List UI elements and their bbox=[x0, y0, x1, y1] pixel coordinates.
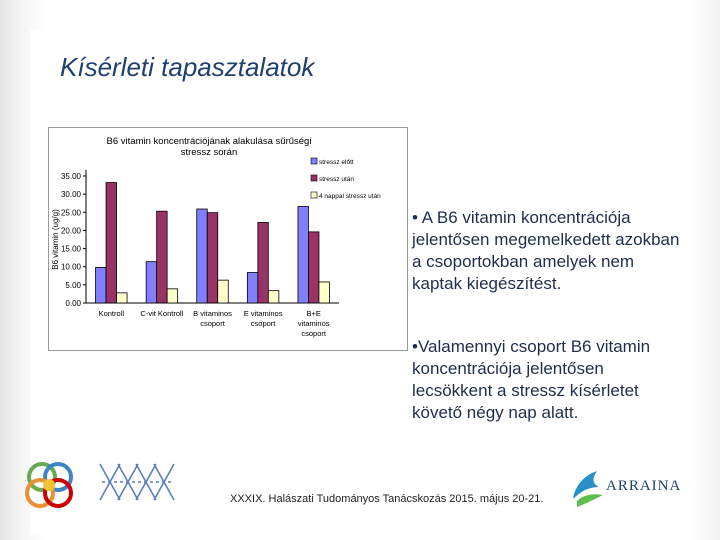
bullet-text-1: • A B6 vitamin koncentrációja jelentősen megemelkedett azokban a csoportokban amelyek nem kaptak kiegészítést. bbox=[412, 208, 680, 293]
bar bbox=[258, 222, 269, 303]
bar bbox=[117, 293, 128, 303]
x-category-label: vitaminos bbox=[297, 319, 330, 328]
y-axis-label: B6 vitamin (ug/g) bbox=[51, 209, 60, 270]
x-category-label: B vitaminos bbox=[193, 309, 232, 318]
x-category-label: csoport bbox=[200, 319, 225, 328]
bar bbox=[96, 267, 107, 303]
y-tick-label: 5.00 bbox=[65, 280, 81, 290]
footer-text: XXXIX. Halászati Tudományos Tanácskozás 2015. május 20-21. bbox=[230, 493, 544, 505]
bar bbox=[298, 206, 309, 303]
woven-logo-icon bbox=[98, 460, 178, 504]
x-category-label: Kontroll bbox=[98, 309, 125, 318]
legend-label: 4 nappal stressz után bbox=[319, 193, 381, 200]
legend-label: stressz után bbox=[319, 176, 355, 183]
legend-swatch bbox=[311, 192, 317, 198]
slide-title: Kísérleti tapasztalatok bbox=[60, 52, 315, 82]
bar bbox=[308, 232, 319, 303]
y-tick-label: 10.00 bbox=[60, 262, 81, 272]
y-tick-label: 25.00 bbox=[60, 208, 81, 218]
chart-title-line-1: B6 vitamin koncentrációjának alakulása sűrűségi bbox=[106, 136, 312, 147]
legend-swatch bbox=[311, 158, 317, 164]
bar-chart bbox=[49, 128, 407, 350]
y-tick-label: 35.00 bbox=[60, 172, 81, 181]
bar bbox=[247, 273, 258, 303]
bar bbox=[167, 289, 178, 303]
legend-label: stressz előtt bbox=[319, 159, 354, 166]
chart-title-line-2: stressz során bbox=[180, 147, 238, 158]
bullet-text-2: •Valamennyi csoport B6 vitamin koncentrációja jelentősen lecsökkent a stressz kísérletet követő négy nap alatt. bbox=[412, 337, 651, 422]
y-tick-label: 15.00 bbox=[60, 244, 81, 254]
bar bbox=[268, 291, 279, 303]
bar bbox=[146, 262, 157, 303]
y-tick-label: 0.00 bbox=[65, 299, 81, 308]
legend-swatch bbox=[311, 175, 317, 181]
arraina-logo-text: ARRAINA bbox=[606, 478, 682, 494]
x-category-label: E vitaminos bbox=[243, 309, 283, 318]
y-tick-label: 30.00 bbox=[60, 190, 81, 200]
bar bbox=[197, 209, 208, 303]
bar bbox=[218, 280, 229, 303]
y-tick-label: 20.00 bbox=[60, 226, 81, 236]
x-category-label: B+E bbox=[306, 309, 321, 318]
x-category-label: C-vit Kontroll bbox=[140, 309, 184, 318]
x-category-label: csoport bbox=[301, 329, 327, 338]
rings-logo-icon bbox=[18, 455, 82, 519]
arraina-fish-icon bbox=[567, 467, 607, 511]
x-category-label: csoport bbox=[250, 319, 276, 328]
chart-container bbox=[48, 127, 408, 351]
bar bbox=[319, 282, 330, 303]
bar bbox=[157, 211, 168, 303]
bar bbox=[106, 183, 117, 303]
bar bbox=[207, 213, 218, 303]
